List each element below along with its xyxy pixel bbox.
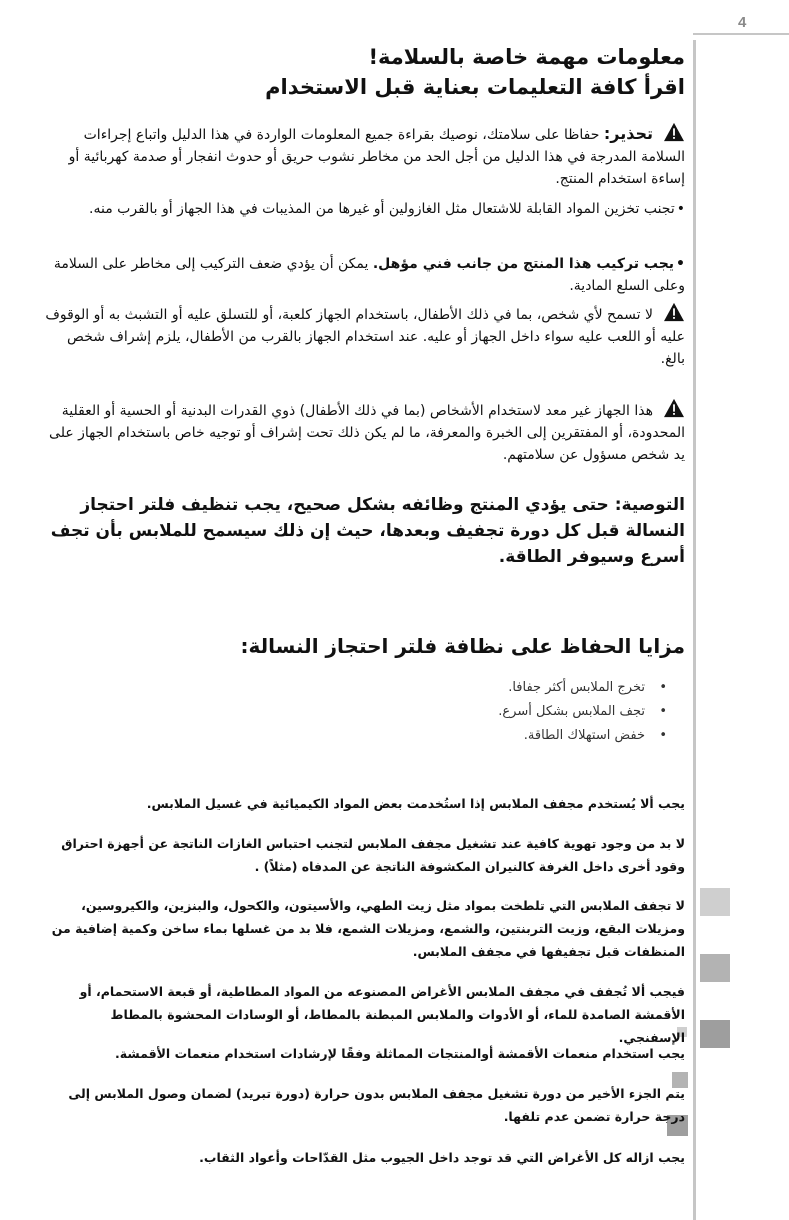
- storage-bullet: [45, 198, 685, 220]
- safety-title: معلومات مهمة خاصة بالسلامة!: [368, 45, 685, 69]
- header-divider: [693, 33, 789, 35]
- storage-bullet-text: • تجنب تخزين المواد القابلة للاشتعال مثل الغازولين أو غيرها من المذيبات في هذا الجهاز أو بالقرب منه.: [89, 201, 685, 217]
- children-warning-text: لا تسمح لأي شخص، بما في ذلك الأطفال، باستخدام الجهاز كلعبة، أو للتسلق عليه أو التشبث به أو الوقوف عليه أو اللعب عليه سواء داخل الجهاز أو عليه. عند استخدام الجهاز بالقرب من الأطفال، يلزم إشراف شخص بالغ.: [45, 307, 685, 367]
- capability-warning-text: هذا الجهاز غير معد لاستخدام الأشخاص (بما في ذلك الأطفال) ذوي القدرات البدنية أو الحسية أو العقلية المحدودة، أو المفتقرين إلى الخبرة والمعرفة، ما لم يكن ذلك تحت إشراف أو توجيه خاص باستخدام الجهاز على يد شخص مسؤول عن سلامتهم.: [49, 403, 685, 463]
- warning-label: تحذير:: [603, 124, 653, 143]
- recommendation: التوصية: حتى يؤدي المنتج وظائفه بشكل صحيح، يجب تنظيف فلتر احتجاز النسالة قبل كل دورة تجفيف وبعدها، حيث إن ذلك سيسمح للملابس بأن تجف أسرع وسيوفر الطاقة.: [50, 495, 685, 567]
- tab-square: [700, 954, 730, 982]
- install-bullet-bold: • يجب تركيب هذا المنتج من جانب فني مؤهل.: [373, 256, 685, 272]
- note-pockets: يجب ازاله كل الأغراض التي قد توجد داخل الجيوب مثل القدّاحات وأعواد الثقاب.: [199, 1150, 685, 1165]
- note-chemicals: يجب ألا يُستخدم مجفف الملابس إذا استُخدمت بعض المواد الكيميائية في غسيل الملابس.: [146, 796, 685, 811]
- note-fabric-softener: يجب استخدام منعمات الأقمشة أوالمنتجات المماثلة وفقًا لإرشادات استخدام منعمات الأقمشة.: [115, 1046, 685, 1061]
- warning-paragraph: [45, 122, 685, 190]
- install-bullet: [45, 253, 685, 297]
- children-warning: [45, 302, 685, 370]
- warning-triangle-icon: [663, 398, 685, 418]
- benefits-list: [45, 676, 685, 748]
- safety-subtitle: اقرأ كافة التعليمات بعناية قبل الاستخدام: [265, 75, 685, 99]
- list-item: • تجف الملابس بشكل أسرع.: [45, 700, 685, 724]
- list-item: • خفض استهلاك الطاقة.: [45, 724, 685, 748]
- list-item: • تخرج الملابس أكثر جفافا.: [45, 676, 685, 700]
- note-cool-down: يتم الجزء الأخير من دورة تشغيل مجفف الملابس بدون حرارة (دورة تبريد) لضمان وصول الملابس إلى درجة حرارة تضمن عدم تلفها.: [68, 1086, 685, 1124]
- tab-square: [700, 888, 730, 916]
- capability-warning: [45, 398, 685, 466]
- page-number: 4: [738, 14, 747, 31]
- margin-rule: [693, 40, 696, 1220]
- note-stained-clothes: لا تجفف الملابس التي تلطخت بمواد مثل زيت الطهي، والأسيتون، والكحول، والبنزين، والكيروسين، ومزيلات البقع، وزيت التربنتين، والشمع، ومزيلات الشمع، فلا بد من غسلها بماء ساخن وكمية إضافية من المنظفات قبل تجفيفها في مجفف الملابس.: [51, 898, 685, 959]
- install-bullet-text: يمكن أن يؤدي ضعف التركيب إلى مخاطر على السلامة وعلى السلع المادية.: [53, 256, 685, 294]
- warning-text: حفاظا على سلامتك، نوصيك بقراءة جميع المعلومات الواردة في هذا الدليل واتباع إجراءات السلامة المدرجة في هذا الدليل من أجل الحد من مخاطر نشوب حريق أو حدوث انفجار أو صدمة كهربائية أو إساءة استخدام المنتج.: [68, 127, 685, 187]
- benefits-title: مزايا الحفاظ على نظافة فلتر احتجاز النسالة:: [240, 634, 685, 658]
- warning-triangle-icon: [663, 122, 685, 142]
- warning-triangle-icon: [663, 302, 685, 322]
- note-rubber-items: فيجب ألا تُجفف في مجفف الملابس الأغراض المصنوعه من المواد المطاطية، أو قبعة الاستحمام، أو الأقمشة الصامدة للماء، أو الأدوات والملابس المبطنة بالمطاط، أو الوسادات المحشوة بالمطاط الإسفنجي.: [79, 984, 685, 1045]
- safety-header: [45, 42, 685, 102]
- tab-square: [700, 1020, 730, 1048]
- note-ventilation: لا بد من وجود تهوية كافية عند تشغيل مجفف الملابس لتجنب احتباس الغازات الناتجة عن أجهزة احتراق وقود أخرى داخل الغرفة كالنيران المكشوفة الناتجة عن المدفاه (مثلاً) .: [61, 836, 685, 874]
